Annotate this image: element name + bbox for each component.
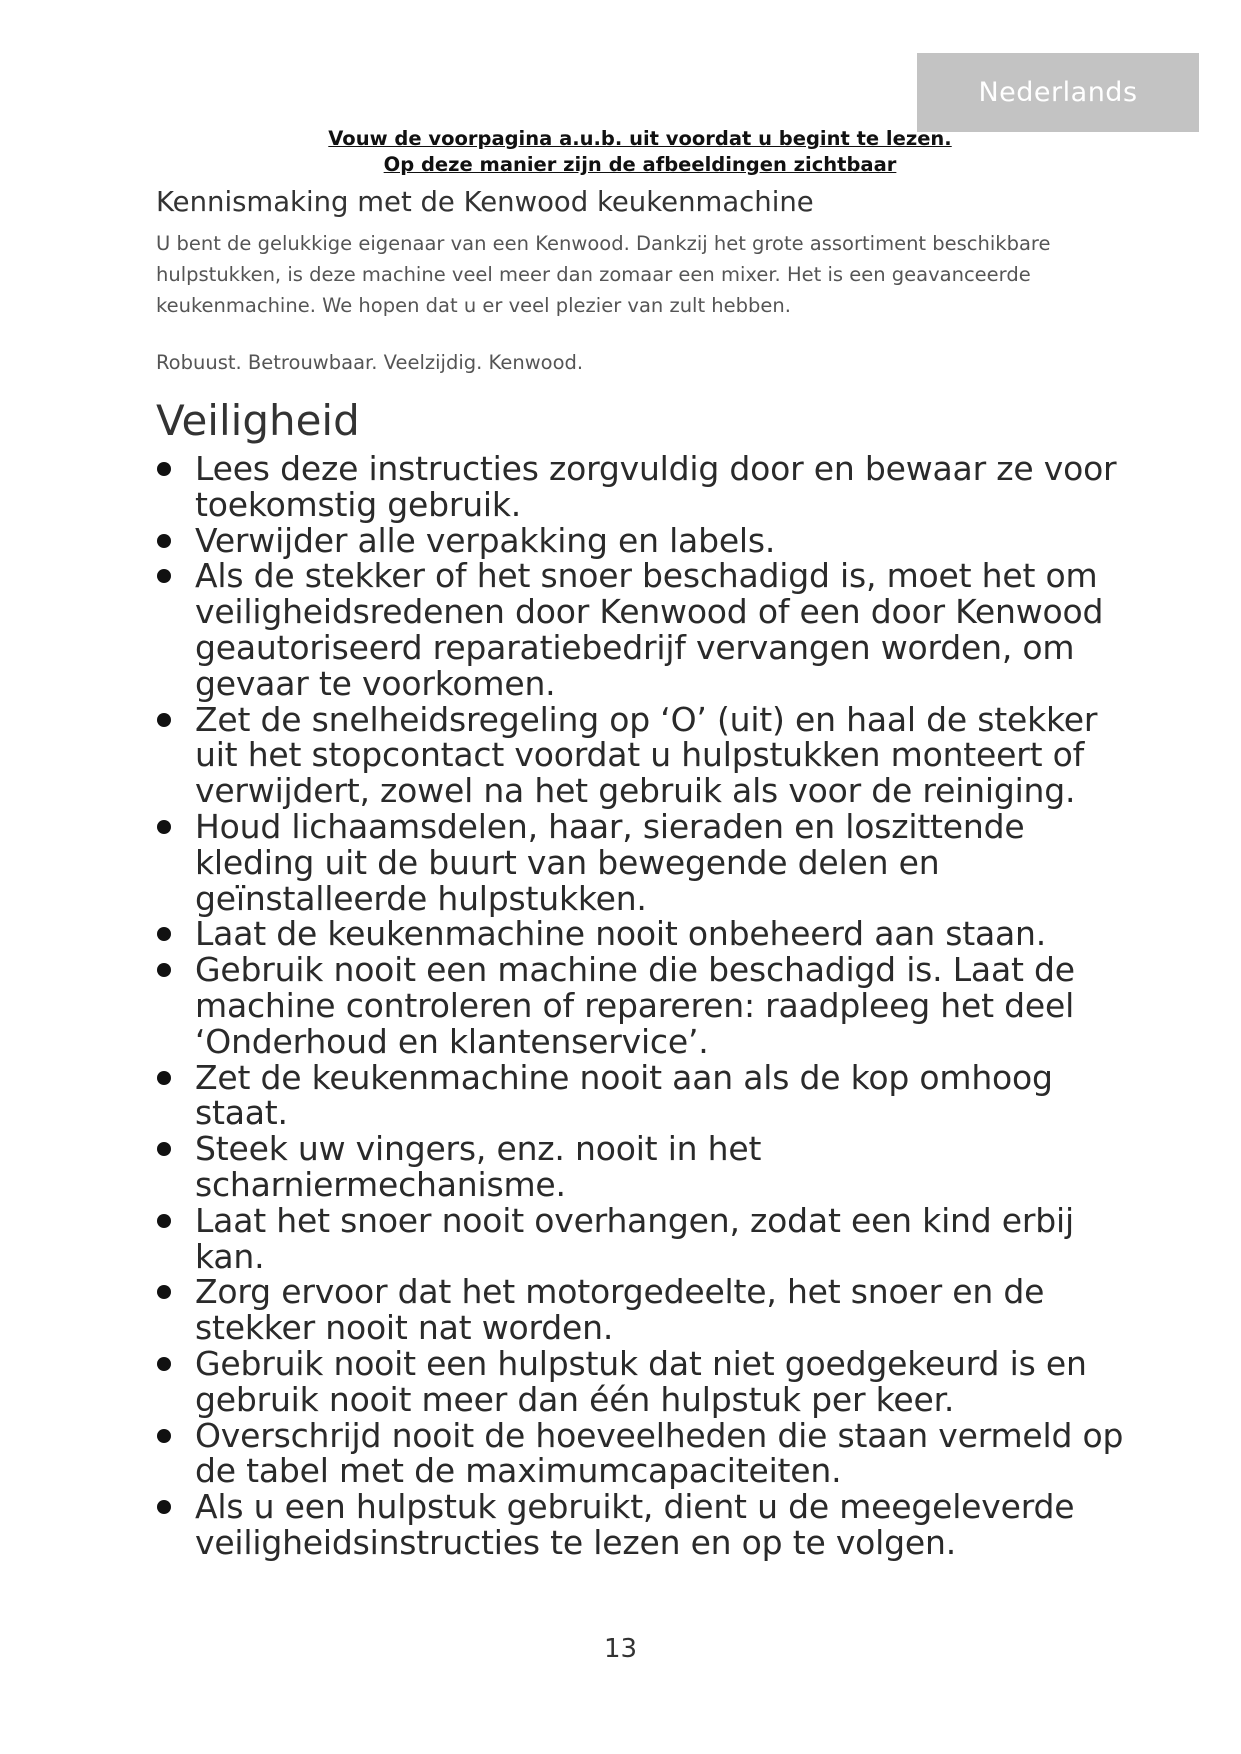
bullet-icon bbox=[157, 1071, 171, 1085]
list-item bbox=[155, 1131, 1135, 1203]
bullet-icon bbox=[157, 713, 171, 727]
list-item-text: Lees deze instructies zorgvuldig door en bewaar ze voor toekomstig gebruik. bbox=[195, 449, 1117, 524]
list-item-text: Verwijder alle verpakking en labels. bbox=[195, 520, 776, 560]
bullet-icon bbox=[157, 820, 171, 834]
list-item bbox=[155, 916, 1135, 952]
bullet-icon bbox=[157, 1142, 171, 1156]
list-item-text: Zet de keukenmachine nooit aan als de kop omhoog staat. bbox=[195, 1057, 1053, 1133]
bullet-icon bbox=[157, 1285, 171, 1299]
list-item-text: Als de stekker of het snoer beschadigd is, moet het om veiligheidsredenen door Kenwood of een door Kenwood geautoriseerd reparatiebedrijf vervangen worden, om gevaar te voorkomen. bbox=[195, 556, 1104, 703]
bullet-icon bbox=[157, 1357, 171, 1371]
safety-list bbox=[155, 451, 1135, 1561]
list-item bbox=[155, 699, 1135, 811]
bullet-icon bbox=[157, 963, 171, 977]
list-item bbox=[155, 1489, 1135, 1561]
safety-title: Veiligheid bbox=[156, 396, 360, 445]
bullet-icon bbox=[157, 462, 171, 476]
list-item-text: Overschrijd nooit de hoeveelheden die staan vermeld op de tabel met de maximumcapaciteiten. bbox=[195, 1415, 1124, 1491]
list-item bbox=[155, 1415, 1135, 1491]
list-item bbox=[155, 1343, 1135, 1419]
list-item bbox=[155, 451, 1135, 523]
list-item bbox=[155, 1057, 1135, 1133]
fold-out-notice bbox=[140, 126, 1140, 178]
list-item-text: Houd lichaamsdelen, haar, sieraden en loszittende kleding uit de buurt van bewegende delen en geïnstalleerde hulpstukken. bbox=[195, 806, 1025, 918]
bullet-icon bbox=[157, 1429, 171, 1443]
list-item-text: Laat het snoer nooit overhangen, zodat een kind erbij kan. bbox=[195, 1200, 1074, 1276]
list-item bbox=[155, 952, 1135, 1059]
list-item-text: Laat de keukenmachine nooit onbeheerd aan staan. bbox=[195, 914, 1047, 954]
tagline: Robuust. Betrouwbaar. Veelzijdig. Kenwood. bbox=[156, 351, 584, 374]
list-item-text: Zet de snelheidsregeling op ‘O’ (uit) en haal de stekker uit het stopcontact voordat u hulpstukken monteert of verwijdert, zowel na het gebruik als voor de reiniging. bbox=[195, 699, 1098, 811]
intro-text: U bent de gelukkige eigenaar van een Kenwood. Dankzij het grote assortiment beschikbare hulpstukken, is deze machine veel meer dan zomaar een mixer. Het is een geavanceerde keukenmachine. We hopen dat u er veel plezier van zult hebben. bbox=[156, 232, 1051, 317]
page-number: 13 bbox=[603, 1634, 638, 1664]
list-item-text: Zorg ervoor dat het motorgedeelte, het snoer en de stekker nooit nat worden. bbox=[195, 1272, 1045, 1348]
list-item bbox=[155, 558, 1135, 701]
list-item-text: Steek uw vingers, enz. nooit in het scharniermechanisme. bbox=[195, 1129, 762, 1204]
language-tab: Nederlands bbox=[917, 53, 1199, 132]
bullet-icon bbox=[157, 1214, 171, 1228]
bullet-icon bbox=[157, 569, 171, 583]
notice-line-2: Op deze manier zijn de afbeeldingen zichtbaar bbox=[383, 153, 897, 176]
notice-line-1: Vouw de voorpagina a.u.b. uit voordat u begint te lezen. bbox=[328, 127, 952, 150]
list-item bbox=[155, 520, 1135, 560]
list-item-text: Gebruik nooit een hulpstuk dat niet goedgekeurd is en gebruik nooit meer dan één hulpstuk per keer. bbox=[195, 1343, 1087, 1419]
list-item-text: Gebruik nooit een machine die beschadigd is. Laat de machine controleren of repareren: raadpleeg het deel ‘Onderhoud en klantenservice’. bbox=[195, 950, 1075, 1061]
list-item-text: Als u een hulpstuk gebruikt, dient u de meegeleverde veiligheidsinstructies te lezen en op te volgen. bbox=[195, 1487, 1075, 1562]
bullet-icon bbox=[157, 1500, 171, 1514]
bullet-icon bbox=[157, 534, 171, 548]
list-item bbox=[155, 1274, 1135, 1346]
bullet-icon bbox=[157, 927, 171, 941]
list-item bbox=[155, 806, 1135, 918]
list-item bbox=[155, 1200, 1135, 1276]
intro-title: Kennismaking met de Kenwood keukenmachine bbox=[156, 186, 814, 218]
